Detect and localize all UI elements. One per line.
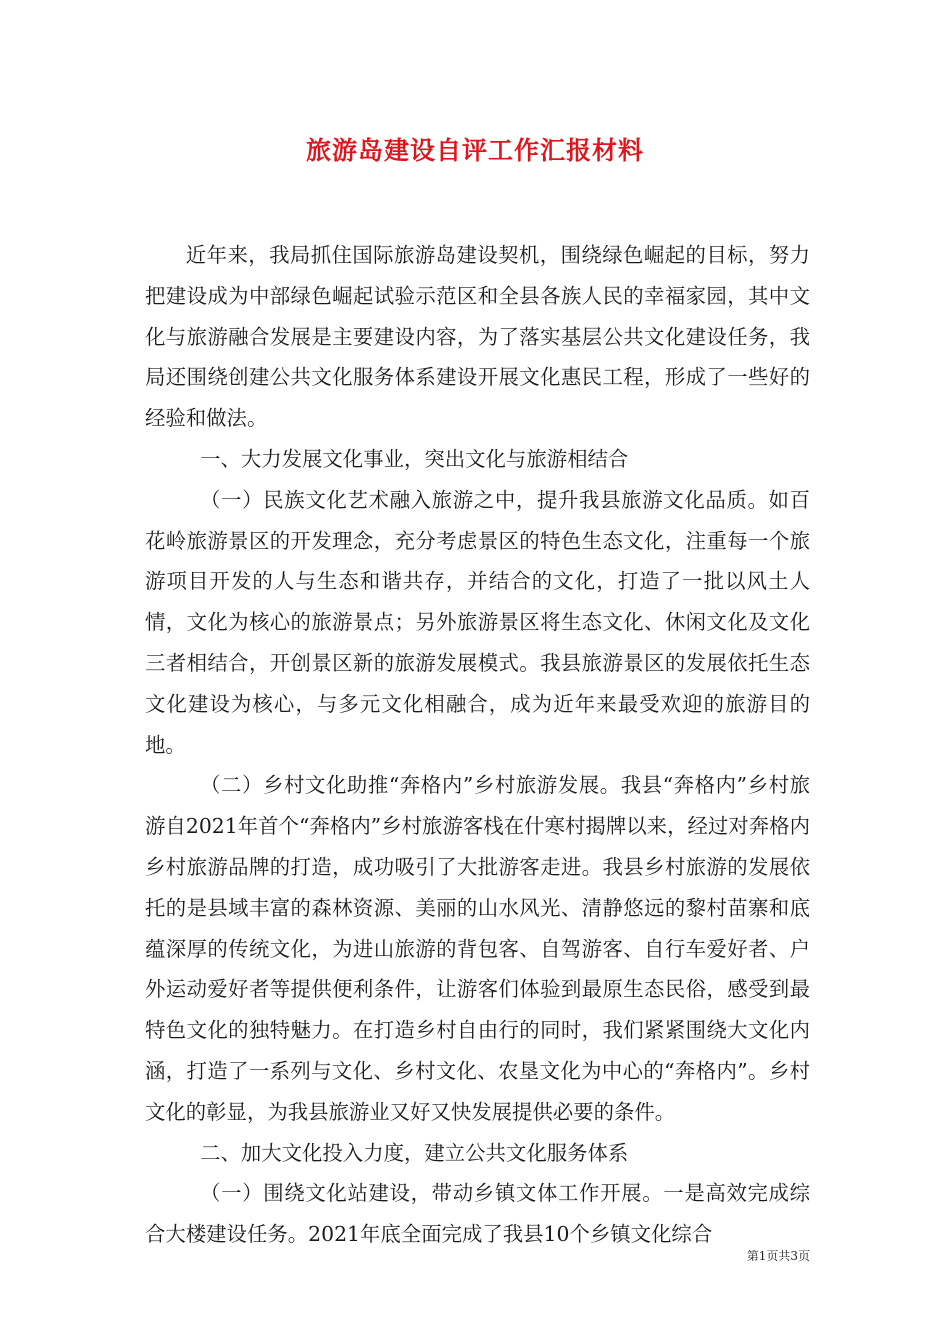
subsection-1-2: （二）乡村文化助推“奔格内”乡村旅游发展。我县“奔格内”乡村旅游自2021年首个“奔格内”乡村旅游客栈在什寒村揭牌以来，经过对奔格内乡村旅游品牌的打造，成功吸引了大批游客走进。我县乡村旅游的发展依托的是县域丰富的森林资源、美丽的山水风光、清静悠远的黎村苗寨和底蕴深厚的传统文化，为进山旅游的背包客、自驾游客、自行车爱好者、户外运动爱好者等提供便利条件，让游客们体验到最原生态民俗，感受到最特色文化的独特魅力。在打造乡村自由行的同时，我们紧紧围绕大文化内涵，打造了一系列与文化、乡村文化、农垦文化为中心的“奔格内”。乡村文化的彰显，为我县旅游业又好又快发展提供必要的条件。 [145, 773, 810, 1124]
intro-paragraph: 近年来，我局抓住国际旅游岛建设契机，围绕绿色崛起的目标，努力把建设成为中部绿色崛起试验示范区和全县各族人民的幸福家园，其中文化与旅游融合发展是主要建设内容，为了落实基层公共文化建设任务，我局还围绕创建公共文化服务体系建设开展文化惠民工程，形成了一些好的经验和做法。 [145, 243, 810, 431]
page-number: 第1页共3页 [746, 1249, 810, 1263]
subsection-2-1: （一）围绕文化站建设，带动乡镇文体工作开展。一是高效完成综合大楼建设任务。2021年底全面完成了我县10个乡镇文化综合 [145, 1181, 810, 1247]
document-title: 旅游岛建设自评工作汇报材料 [305, 136, 644, 165]
section-heading-2: 二、加大文化投入力度，建立公共文化服务体系 [200, 1140, 629, 1165]
section-heading-1: 一、大力发展文化事业，突出文化与旅游相结合 [200, 446, 629, 471]
subsection-1-1: （一）民族文化艺术融入旅游之中，提升我县旅游文化品质。如百花岭旅游景区的开发理念，充分考虑景区的特色生态文化，注重每一个旅游项目开发的人与生态和谐共存，并结合的文化，打造了一批以风土人情，文化为核心的旅游景点；另外旅游景区将生态文化、休闲文化及文化三者相结合，开创景区新的旅游发展模式。我县旅游景区的发展依托生态文化建设为核心，与多元文化相融合，成为近年来最受欢迎的旅游目的地。 [145, 487, 810, 757]
document-body [145, 235, 810, 1255]
